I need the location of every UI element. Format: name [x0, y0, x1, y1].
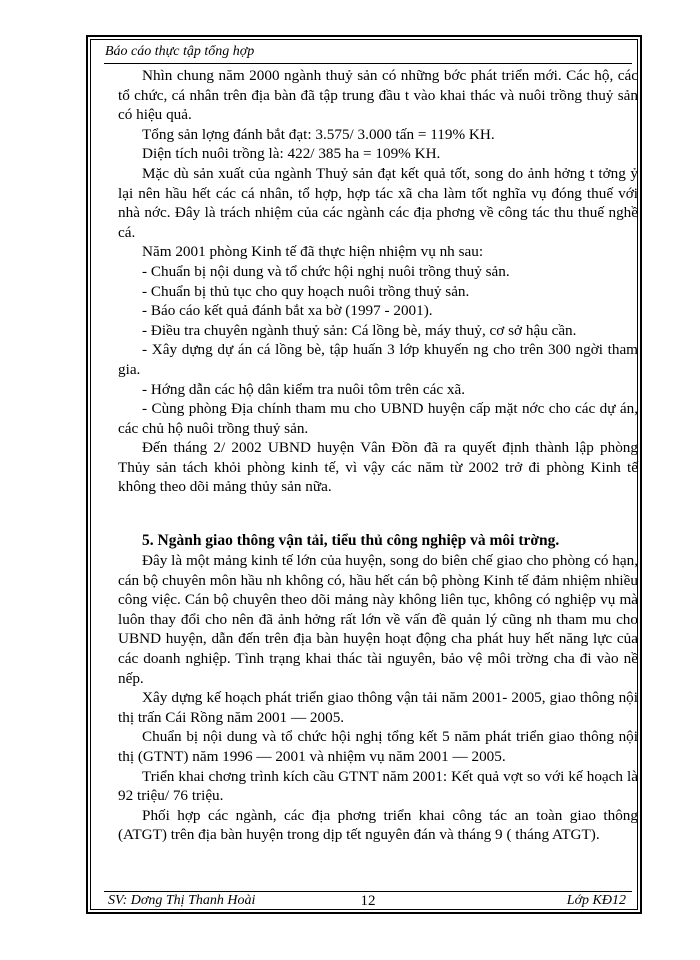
- list-item: - Cùng phòng Địa chính tham mu cho UBND huyện cấp mặt nớc cho các dự án, các chủ hộ nuôi trồng thuỷ sản.: [118, 400, 638, 437]
- list-item: - Chuẩn bị thủ tục cho quy hoạch nuôi trồng thuỷ sản.: [142, 282, 470, 300]
- paragraph: Đến tháng 2/ 2002 UBND huyện Vân Đồn đã ra quyết định thành lập phòng Thủy sản tách khỏi phòng kinh tế, vì vậy các năm từ 2002 trở đi phòng Kinh tế không theo dõi mảng thủy sản nữa.: [118, 439, 638, 496]
- running-header: Báo cáo thực tập tổng hợp: [105, 44, 255, 59]
- paragraph: Xây dựng kế hoạch phát triển giao thông vận tải năm 2001- 2005, giao thông nội thị trấn Cái Rồng năm 2001 — 2005.: [118, 689, 638, 726]
- list-item: - Chuẩn bị nội dung và tổ chức hội nghị nuôi trồng thuỷ sản.: [142, 262, 510, 280]
- list-item: - Xây dựng dự án cá lồng bè, tập huấn 3 lớp khuyến ng cho trên 300 ngời tham gia.: [118, 341, 638, 378]
- paragraph: Năm 2001 phòng Kinh tế đã thực hiện nhiệm vụ nh sau:: [142, 243, 484, 261]
- running-footer: [104, 893, 632, 911]
- section-heading: 5. Ngành giao thông vận tải, tiểu thủ công nghiệp và môi trờng.: [142, 532, 560, 550]
- section-gap: [118, 497, 638, 531]
- paragraph: Mặc dù sản xuất của ngành Thuỷ sản đạt kết quả tốt, song do ảnh hởng t tởng ỷ lại nên hầu hết các cá nhân, tổ hợp, hợp tác xã cha làm tốt nghĩa vụ đóng thuế với nhà nớc. Đây là trách nhiệm của các ngành các địa phơng về công tác thu thuế nghề cá.: [118, 164, 638, 241]
- paragraph: Chuẩn bị nội dung và tổ chức hội nghị tổng kết 5 năm phát triển giao thông nội thị (GTNT) năm 1996 — 2001 và nhiệm vụ năm 2001 — 2005.: [118, 728, 638, 765]
- paragraph: Phối hợp các ngành, các địa phơng triển khai công tác an toàn giao thông (ATGT) trên địa bàn huyện trong dịp tết nguyên đán và tháng 9 ( tháng ATGT).: [118, 806, 638, 844]
- page-number: 12: [360, 893, 376, 909]
- footer-class: Lớp KĐ12: [566, 893, 626, 908]
- list-item: - Hớng dẫn các hộ dân kiểm tra nuôi tôm trên các xã.: [142, 380, 466, 398]
- header-rule: [104, 63, 632, 64]
- paragraph: Đây là một mảng kinh tế lớn của huyện, song do biên chế giao cho phòng có hạn, cán bộ chuyên môn hầu nh không có, hầu hết cán bộ phòng Kinh tế đảm nhiệm nhiều công việc. Cán bộ chuyên theo dõi mảng này không liên tục, không có nghiệp vụ mà luôn thay đổi cho nên đã ảnh hởng rất lớn về vấn đề quản lý cũng nh tham mu cho UBND huyện, dẫn đến trên địa bàn huyện hoạt động cha phát huy hết năng lực của các doanh nghiệp. Tình trạng khai thác tài nguyên, bảo vệ môi trờng cha đi vào nề nếp.: [118, 552, 638, 687]
- paragraph: Triển khai chơng trình kích cầu GTNT năm 2001: Kết quả vợt so với kế hoạch là 92 triệu/ 76 triệu.: [118, 767, 638, 805]
- paragraph: Tổng sản lợng đánh bắt đạt: 3.575/ 3.000 tấn = 119% KH.: [142, 125, 495, 143]
- page-content: [118, 66, 638, 845]
- paragraph: Diện tích nuôi trồng là: 422/ 385 ha = 109% KH.: [142, 145, 441, 163]
- footer-rule: [104, 891, 632, 892]
- list-item: - Điều tra chuyên ngành thuỷ sản: Cá lồng bè, máy thuỷ, cơ sở hậu cần.: [142, 321, 577, 339]
- list-item: - Báo cáo kết quả đánh bắt xa bờ (1997 - 2001).: [142, 302, 433, 320]
- paragraph: Nhìn chung năm 2000 ngành thuỷ sản có những bớc phát triển mới. Các hộ, các tổ chức, cá nhân trên địa bàn đã tập trung đầu t vào khai thác và nuôi trồng thuỷ sản có hiệu quả.: [118, 67, 638, 124]
- footer-author: SV: Dơng Thị Thanh Hoài: [108, 893, 256, 908]
